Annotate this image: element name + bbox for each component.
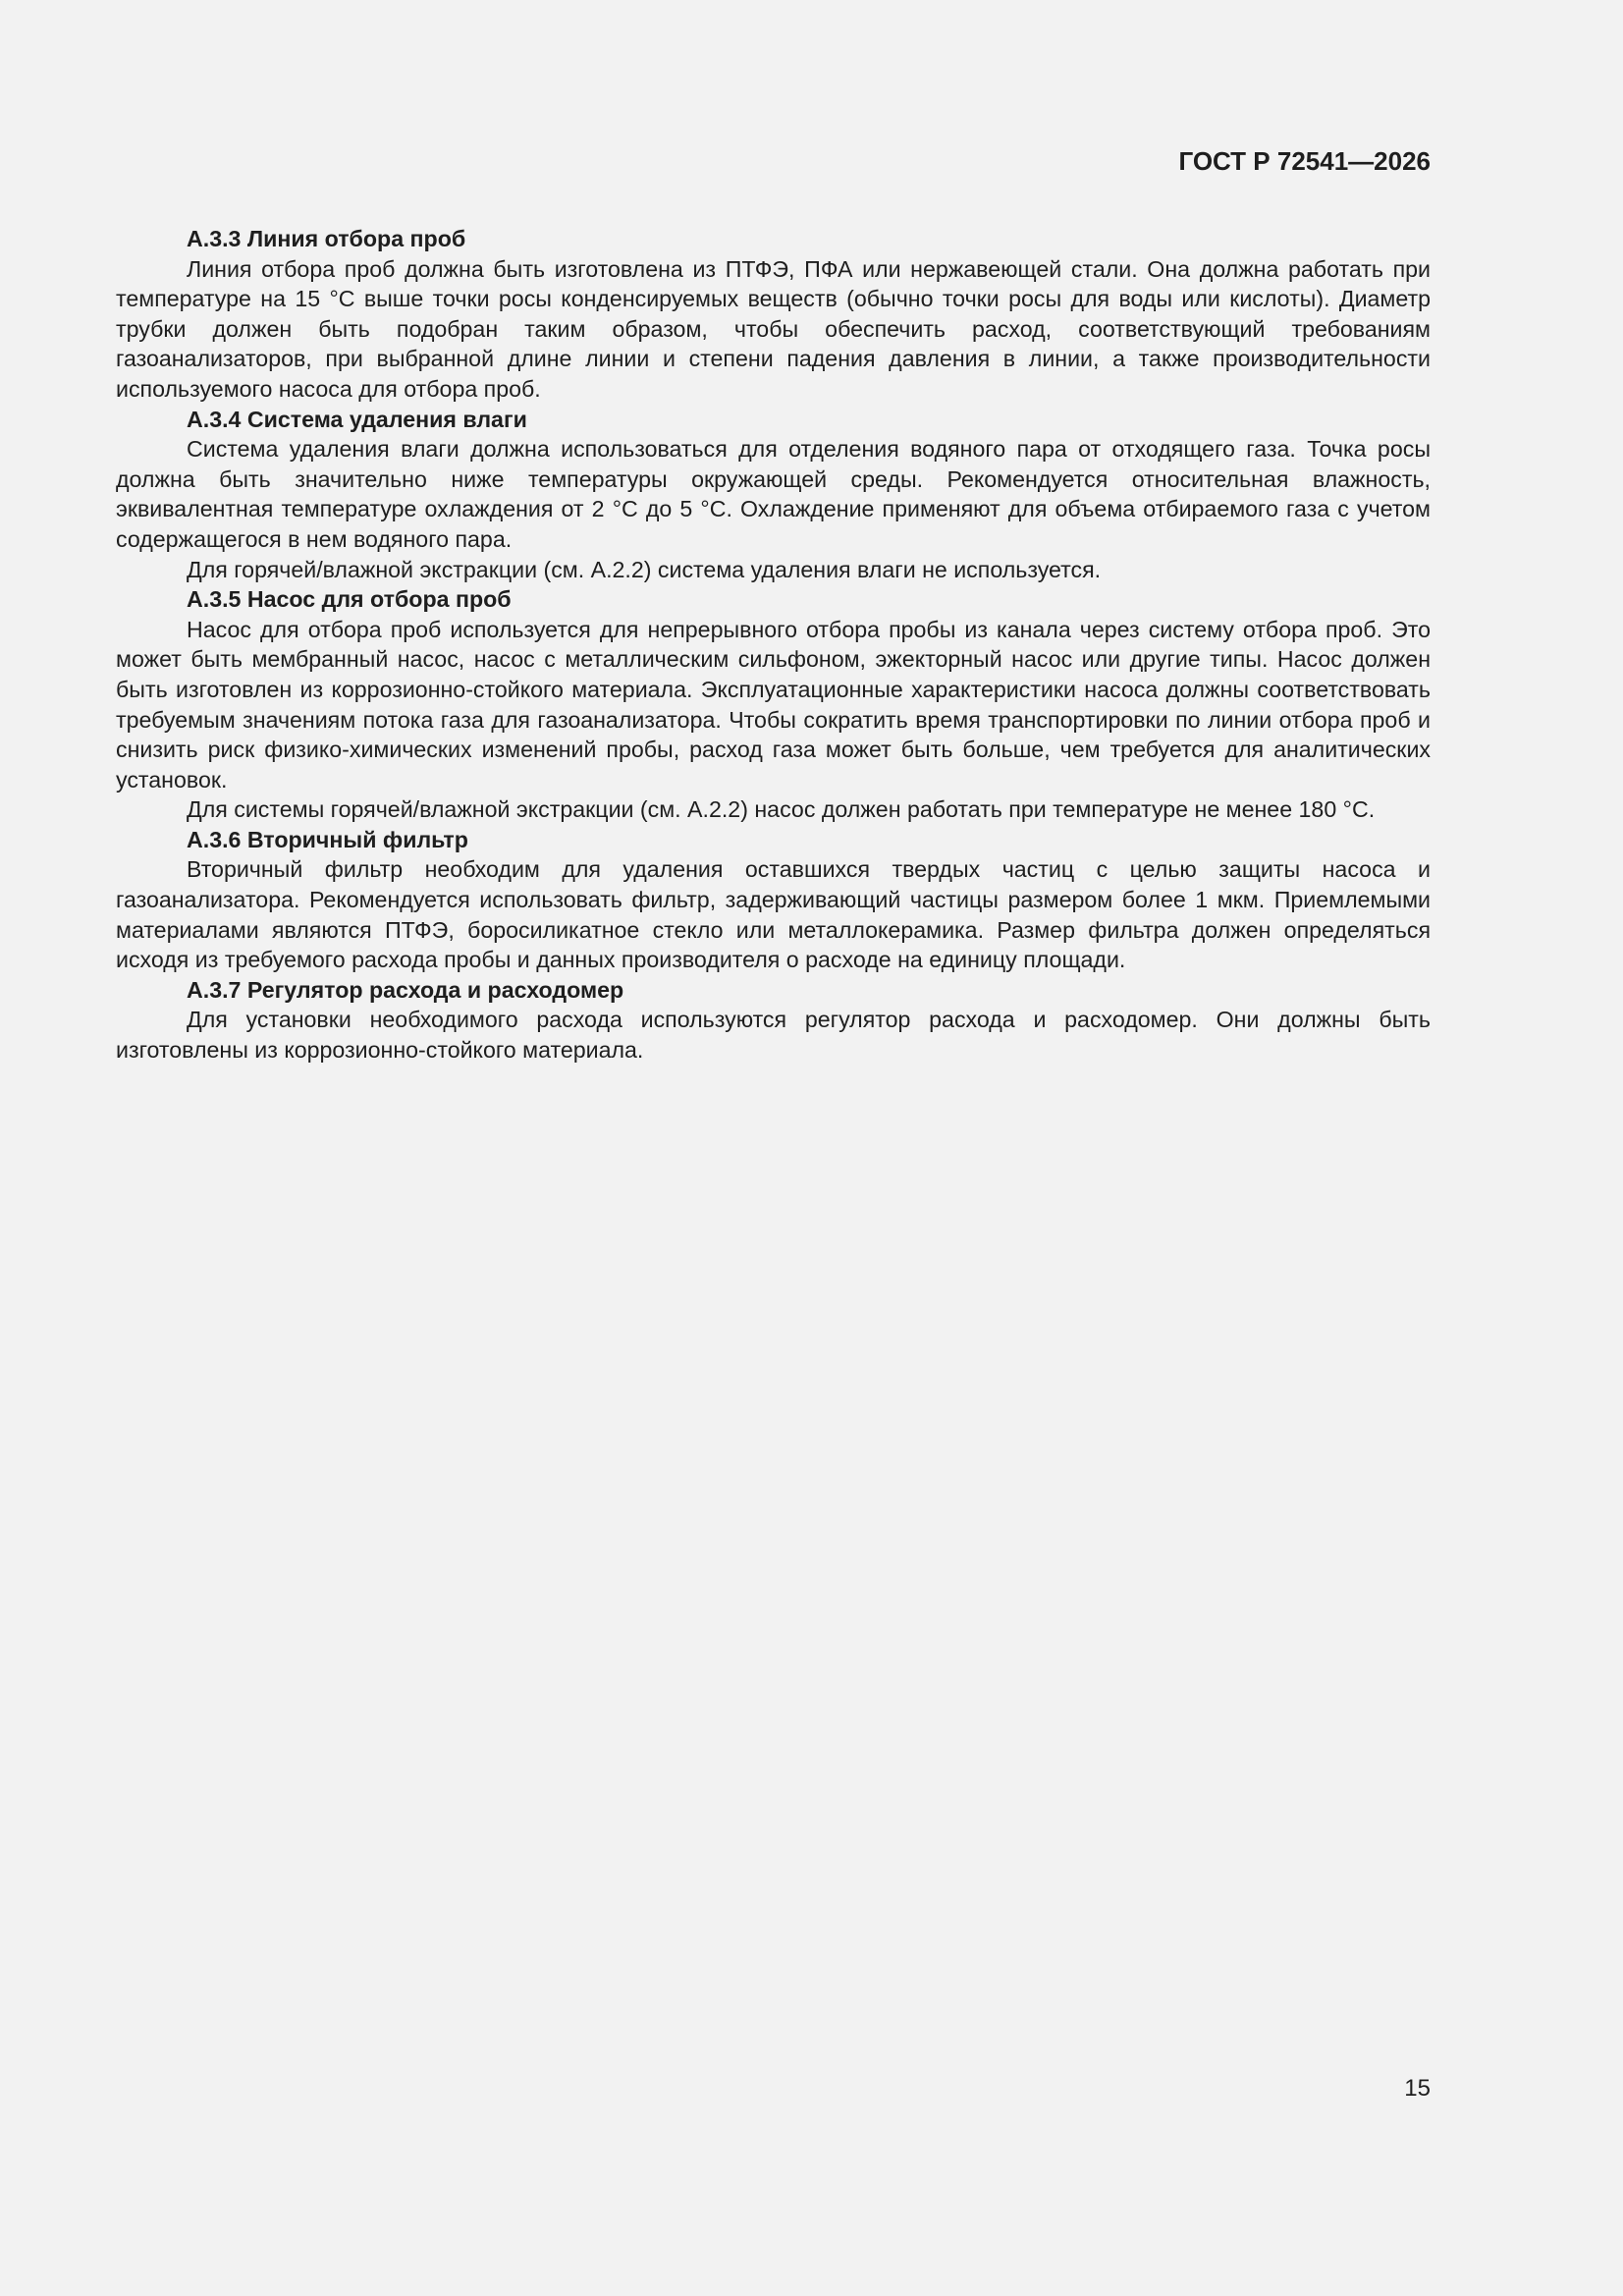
section-paragraph: Для системы горячей/влажной экстракции (см. А.2.2) насос должен работать при температуре не менее 180 °С. (187, 796, 1376, 823)
section-heading-a-3-6: А.3.6 Вторичный фильтр (187, 826, 468, 852)
section-heading-a-3-7: А.3.7 Регулятор расхода и расходомер (187, 976, 624, 1003)
section-heading-a-3-4: А.3.4 Система удаления влаги (187, 406, 527, 432)
page-number: 15 (1404, 2075, 1431, 2102)
document-code-header: ГОСТ Р 72541—2026 (1178, 146, 1431, 176)
section-heading-a-3-3: А.3.3 Линия отбора проб (187, 226, 466, 251)
section-paragraph: Вторичный фильтр необходим для удаления оставшихся твердых частиц с целью защиты насоса и газоанализатора. Рекомендуется использовать фильтр, задерживающий частицы размером более 1 мкм. Приемлемыми материалами являются ПТФЭ, боросиликатное стекло или металлокерамика. Размер фильтра должен определяться исходя из требуемого расхода пробы и данных производителя о расходе на единицу площади. (116, 856, 1431, 973)
section-paragraph: Для установки необходимого расхода используются регулятор расхода и расходомер. Они должны быть изготовлены из коррозионно-стойкого материала. (116, 1007, 1431, 1064)
section-paragraph: Линия отбора проб должна быть изготовлена из ПТФЭ, ПФА или нержавеющей стали. Она должна работать при температуре на 15 °С выше точки росы конденсируемых веществ (обычно точки росы для воды или кислоты). Диаметр трубки должен быть подобран таким образом, чтобы обеспечить расход, соответствующий требованиям газоанализаторов, при выбранной длине линии и степени падения давления в линии, а также производительности используемого насоса для отбора проб. (116, 255, 1431, 402)
section-paragraph: Насос для отбора проб используется для непрерывного отбора пробы из канала через систему отбора проб. Это может быть мембранный насос, насос с металлическим сильфоном, эжекторный насос или другие типы. Насос должен быть изготовлен из коррозионно-стойкого материала. Эксплуатационные характеристики насоса должны соответствовать требуемым значениям потока газа для газоанализатора. Чтобы сократить время транспортировки по линии отбора проб и снизить риск физико-химических изменений пробы, расход газа может быть больше, чем требуется для аналитических установок. (116, 616, 1431, 793)
section-paragraph: Для горячей/влажной экстракции (см. А.2.2) система удаления влаги не используется. (187, 556, 1102, 582)
section-paragraph: Система удаления влаги должна использоваться для отделения водяного пара от отходящего газа. Точка росы должна быть значительно ниже температуры окружающей среды. Рекомендуется относительная влажность, эквивалентная температуре охлаждения от 2 °С до 5 °С. Охлаждение применяют для объема отбираемого газа с учетом содержащегося в нем водяного пара. (116, 436, 1431, 552)
document-body (116, 224, 1431, 1066)
section-heading-a-3-5: А.3.5 Насос для отбора проб (187, 586, 512, 613)
